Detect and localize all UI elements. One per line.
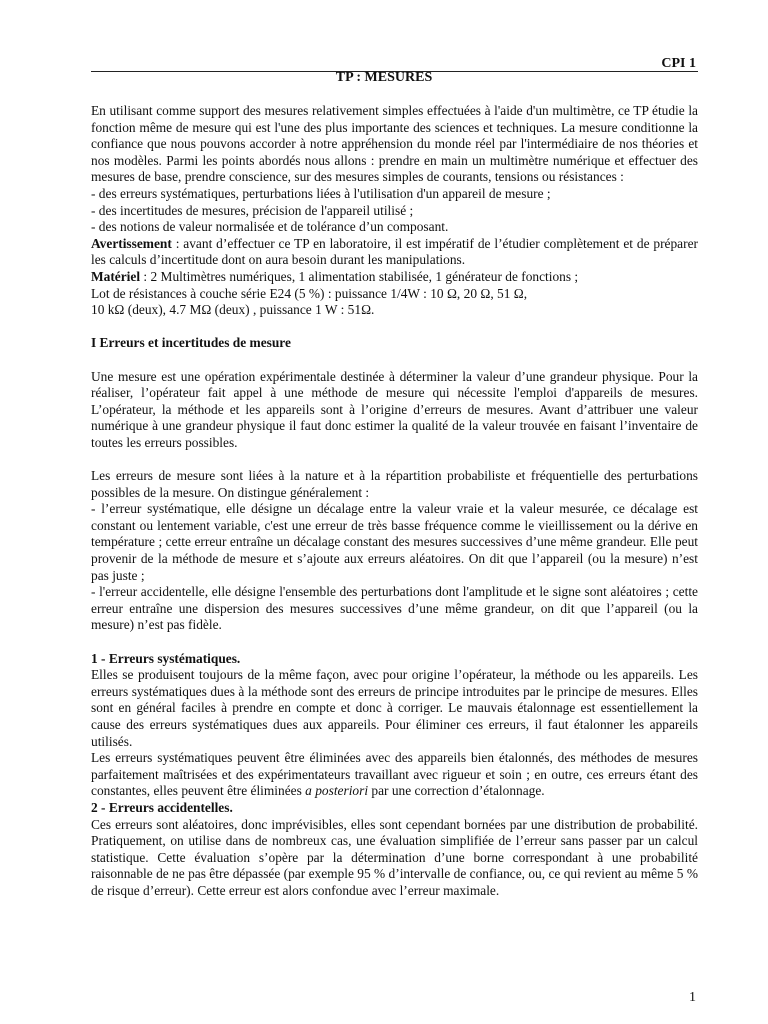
a-posteriori-text: a posteriori — [305, 783, 369, 799]
section-1-paragraph-2: Les erreurs de mesure sont liées à la nature et à la répartition probabiliste et fréquentielle des perturbations possibles de la mesure. On distingue généralement : — [91, 468, 698, 500]
warning-text: : avant d’effectuer ce TP en laboratoire, il est impératif de l’étudier complètement et de préparer les calculs d’incertitude dont on aura besoin durant les manipulations. — [91, 235, 698, 268]
intro-paragraph: En utilisant comme support des mesures relativement simples effectuées à l'aide d'un multimètre, ce TP étudie la fonction même de mesure qui est l'une des plus importante des sciences et techniques. La mesure conditionne la confiance que nous pouvons accorder à notre appréhension du monde réel par l'intermédiaire de nos théories et nos modèles. Parmi les points abordés nous allons : prendre en main un multimètre numérique et effectuer des mesures de base, prendre conscience, sur des mesures simples de courants, tensions ou résistances : — [91, 103, 698, 185]
warning-label: Avertissement — [91, 235, 172, 251]
subsection-2-heading: 2 - Erreurs accidentelles. — [91, 799, 233, 815]
resistors-line-1: Lot de résistances à couche série E24 (5 %) : puissance 1/4W : 10 Ω, 20 Ω, 51 Ω, — [91, 285, 528, 301]
document-title: TP : MESURES — [335, 70, 433, 85]
subsection-1-paragraph-1: Elles se produisent toujours de la même façon, avec pour origine l’opérateur, la méthode ou les appareils. Les erreurs systématiques dues à la méthode sont des erreurs de principe introduites par le principe de mesures. Elles sont en général faciles à prendre en compte et donc à corriger. Le mauvais étalonnage est essentiellement la cause des erreurs systématiques dues aux appareils. Pour éliminer ces erreurs, il faut étalonner les appareils utilisés. — [91, 667, 698, 749]
document-body — [91, 103, 698, 900]
page-number: 1 — [689, 990, 696, 1005]
warning-paragraph — [91, 236, 698, 269]
material-text: : 2 Multimètres numériques, 1 alimentation stabilisée, 1 générateur de fonctions ; — [140, 268, 579, 284]
course-code: CPI 1 — [661, 56, 696, 71]
material-paragraph — [91, 269, 698, 286]
systematic-error-item: - l’erreur systématique, elle désigne un décalage entre la valeur vraie et la valeur mesurée, ce décalage est constant ou lentement variable, c'est une erreur de très basse fréquence comme le vieillissement ou la dérive en température ; cette erreur entraîne un décalage constant des mesures successives d’une même grandeur. Elle peut provenir de la méthode de mesure et s’ajoute aux erreurs aléatoires. On dit que l’appareil (ou la mesure) n’est pas juste ; — [91, 501, 698, 583]
subsection-1-heading: 1 - Erreurs systématiques. — [91, 650, 241, 666]
subsection-1-paragraph-2 — [91, 750, 698, 800]
subsection-1-p2-after: par une correction d’étalonnage. — [368, 783, 545, 799]
subsection-2-paragraph-1: Ces erreurs sont aléatoires, donc imprévisibles, elles sont cependant bornées par une distribution de probabilité. Pratiquement, on utilise dans de nombreux cas, une évaluation simplifiée de l’erreur sans passer par un calcul statistique. Cette évaluation s’opère par la détermination d’une borne correspondant à une probabilité raisonnable de ne pas être dépassée (par exemple 95 % d’intervalle de confiance, ou, ce qui revient au même 5 % de risque d’erreur). Cette erreur est alors confondue avec l’erreur maximale. — [91, 816, 698, 898]
subsection-1-p2-before: Les erreurs systématiques peuvent être éliminées avec des appareils bien étalonnés, des méthodes de mesures parfaitement maîtrisées et des expérimentateurs travaillant avec rigueur et soin ; en outre, ces erreurs étant des constantes, elles peuvent être éliminées — [91, 750, 698, 799]
resistors-line-2: 10 kΩ (deux), 4.7 MΩ (deux) , puissance 1 W : 51Ω. — [91, 302, 375, 318]
intro-point-2: - des incertitudes de mesures, précision de l'appareil utilisé ; — [91, 202, 414, 218]
section-1-heading: I Erreurs et incertitudes de mesure — [91, 335, 291, 351]
intro-point-3: - des notions de valeur normalisée et de tolérance d’un composant. — [91, 219, 449, 235]
accidental-error-item: - l'erreur accidentelle, elle désigne l'ensemble des perturbations dont l'amplitude et le signe sont aléatoires ; cette erreur entraîne une dispersion des mesures successives d’une même grandeur, on dit que l’appareil (ou la mesure) n’est pas fidèle. — [91, 584, 698, 633]
material-label: Matériel — [91, 268, 141, 284]
intro-point-1: - des erreurs systématiques, perturbations liées à l'utilisation d'un appareil de mesure ; — [91, 185, 551, 201]
section-1-paragraph-1: Une mesure est une opération expérimentale destinée à déterminer la valeur d’une grandeur physique. Pour la réaliser, l’opérateur fait appel à une méthode de mesure qui nécessite l'emploi d'appareils de mesures. L’opérateur, la méthode et les appareils sont à l’origine d’erreurs de mesures. Avant d’attribuer une valeur numérique à une grandeur physique il faut donc estimer la qualité de la valeur trouvée en faisant l’inventaire de toutes les erreurs possibles. — [91, 368, 698, 450]
